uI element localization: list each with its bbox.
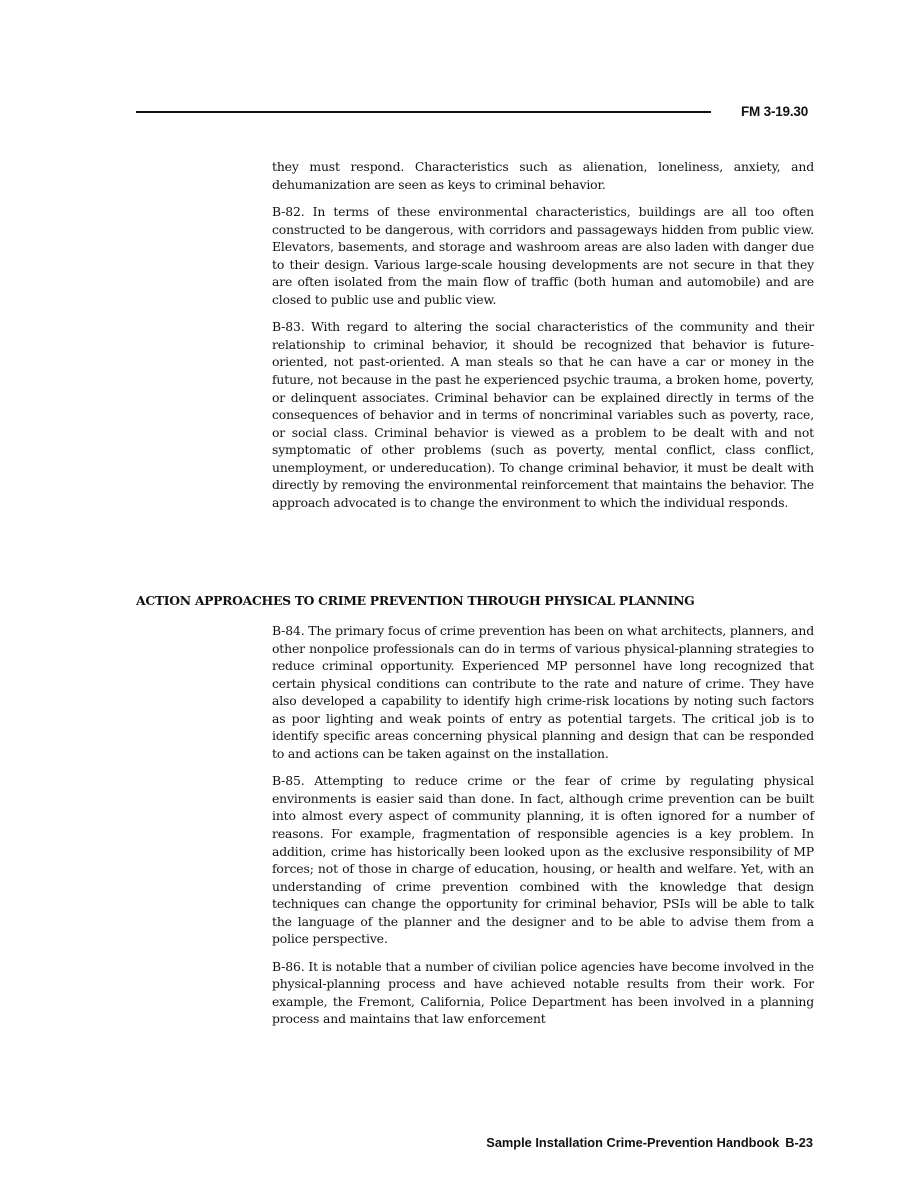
document-id: FM 3-19.30 [741,104,809,119]
section-heading: ACTION APPROACHES TO CRIME PREVENTION THROUGH PHYSICAL PLANNING [136,593,695,608]
paragraph-b83: B-83. With regard to altering the social characteristics of the community and their relationship to criminal behavior, it should be recognized that behavior is future-oriented, not past-oriented. A man steals so that he can have a car or money in the future, not because in the past he experienced psychic trauma, a broken home, poverty, or delinquent associates. Criminal behavior can be explained directly in terms of the consequences of behavior and in terms of noncriminal variables such as poverty, race, or social class. Criminal behavior is viewed as a problem to be dealt with and not symptomatic of other problems (such as poverty, mental conflict, class conflict, unemployment, or undereducation). To change criminal behavior, it must be dealt with directly by removing the environmental reinforcement that maintains the behavior. The approach advocated is to change the environment to which the individual responds. [272,319,814,510]
paragraph-b84: B-84. The primary focus of crime prevention has been on what architects, planners, and other nonpolice professionals can do in terms of various physical-planning strategies to reduce criminal opportunity. Experienced MP personnel have long recognized that certain physical conditions can contribute to the rate and nature of crime. They have also developed a capability to identify high crime-risk locations by noting such factors as poor lighting and weak points of entry as potential targets. The critical job is to identify specific areas concerning physical planning and design that can be responded to and actions can be taken against on the installation. [272,623,814,761]
paragraph-b86: B-86. It is notable that a number of civilian police agencies have become involved in the physical-planning process and have achieved notable results from their work. For example, the Fremont, California, Police Department has been involved in a planning process and maintains that law enforcement [272,958,814,1027]
paragraph-b85: B-85. Attempting to reduce crime or the fear of crime by regulating physical environments is easier said than done. In fact, although crime prevention can be built into almost every aspect of community planning, it is often ignored for a number of reasons. For example, fragmentation of responsible agencies is a key problem. In addition, crime has historically been looked upon as the exclusive responsibility of MP forces; not of those in charge of education, housing, or health and welfare. Yet, with an understanding of crime prevention combined with the knowledge that design techniques can change the opportunity for criminal behavior, PSIs will be able to talk the language of the planner and the designer and to be able to advise them from a police perspective. [272,773,814,947]
section-one-text [272,158,814,521]
paragraph-continuation: they must respond. Characteristics such as alienation, loneliness, anxiety, and dehumanization are seen as keys to criminal behavior. [272,159,814,192]
page-footer [486,1135,813,1150]
page-number: B-23 [785,1135,813,1150]
paragraph-b82: B-82. In terms of these environmental characteristics, buildings are all too often constructed to be dangerous, with corridors and passageways hidden from public view. Elevators, basements, and storage and washroom areas are also laden with danger due to their design. Various large-scale housing developments are not secure in that they are often isolated from the main flow of traffic (both human and automobile) and are closed to public use and public view. [272,204,814,307]
header-rule [136,111,711,113]
footer-title: Sample Installation Crime-Prevention Handbook [486,1135,780,1150]
section-two-text [272,622,814,1038]
